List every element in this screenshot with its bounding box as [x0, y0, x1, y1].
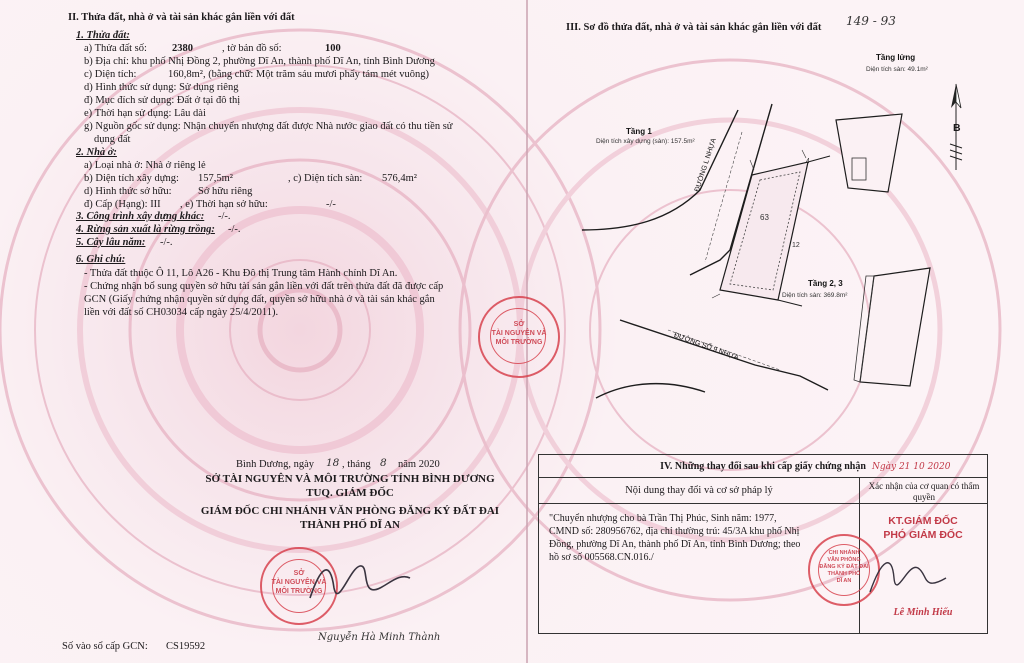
sign-org-2: TUQ. GIÁM ĐỐC [306, 487, 394, 499]
change-line: CMND số: 280956762, địa chỉ thường trú: 45/3A khu phố Nhị [549, 526, 800, 537]
house-floor-area-value: 576,4m² [382, 173, 417, 184]
house-type: a) Loại nhà ở: Nhà ở riêng lẻ [84, 160, 206, 171]
change-line: "Chuyển nhượng cho bà Trần Thị Phúc, Sinh năm: 1977, [549, 513, 777, 524]
section-3-title: III. Sơ đồ thửa đất, nhà ở và tài sản khác gắn liền với đất [566, 22, 822, 33]
signature-mark [300, 548, 420, 618]
floor1-title: Tầng 1 [626, 127, 652, 136]
house-ownership-value: Sở hữu riêng [198, 186, 253, 197]
land-use-form: d) Hình thức sử dụng: Sử dụng riêng [84, 82, 239, 93]
house-term-value: -/- [326, 199, 336, 210]
floor-top-area: Diện tích sàn: 49.1m² [866, 66, 928, 73]
land-use-term: e) Thời hạn sử dụng: Lâu dài [84, 108, 206, 119]
floor1-area: Diện tích xây dựng (sàn): 157.5m² [596, 138, 695, 145]
note-line: liền với đất số CH03034 cấp ngày 25/4/2011). [84, 307, 279, 318]
floor-top-title: Tầng lửng [876, 53, 916, 62]
confirm-signer: Lê Minh Hiếu [893, 607, 953, 618]
map-sheet-number: 100 [325, 43, 341, 54]
note-line: - Chứng nhận bổ sung quyền sở hữu tài sản gắn liền với đất trên thửa đất đã được cấp [84, 281, 444, 292]
road-label: ĐƯỜNG L NHỰA [693, 137, 718, 193]
map-sheet-label: , tờ bản đồ số: [222, 43, 282, 54]
sign-month-label: , tháng [342, 459, 371, 470]
house-term-label: , e) Thời hạn sở hữu: [180, 199, 268, 210]
plot-number: 12 [792, 242, 800, 249]
official-seal: SỞ TÀI NGUYÊN VÀ MÔI TRƯỜNG [478, 296, 560, 378]
note-line: - Thửa đất thuộc Ô 11, Lô A26 - Khu Đô thị Trung tâm Hành chính Dĩ An. [84, 268, 398, 279]
house-build-area-value: 157,5m² [198, 173, 233, 184]
floor23-area: Diện tích sàn: 369.8m² [782, 292, 848, 299]
confirm-title-1: KT.GIÁM ĐỐC [888, 515, 958, 527]
entry-number-value: CS19592 [166, 641, 206, 652]
forest-value: -/-. [228, 224, 241, 235]
forest-heading: 4. Rừng sản xuất là rừng trồng: [76, 224, 215, 235]
col-content-header: Nội dung thay đổi và cơ sở pháp lý [625, 485, 773, 496]
signer-name: Nguyễn Hà Minh Thành [318, 632, 441, 643]
land-origin-cont: dụng đất [94, 134, 131, 145]
confirm-title-2: PHÓ GIÁM ĐỐC [883, 529, 963, 541]
section-4-title: IV. Những thay đổi sau khi cấp giấy chứng nhận [660, 461, 866, 472]
house-build-area-label: b) Diện tích xây dựng: [84, 173, 179, 184]
handwritten-code: 149 - 93 [846, 14, 896, 28]
land-address: b) Địa chỉ: khu phố Nhị Đồng 2, phường Dĩ An, thành phố Dĩ An, tỉnh Bình Dương [84, 56, 435, 67]
entry-number-label: Số vào sổ cấp GCN: [62, 641, 148, 652]
note-line: GCN (Giấy chứng nhận quyền sử dụng đất, quyền sở hữu nhà ở và tài sản khác gắn [84, 294, 435, 305]
col-confirm-header: Xác nhận của cơ quan có thẩm quyền [868, 481, 980, 502]
sign-date-prefix: Bình Dương, ngày [236, 459, 315, 470]
plot-number: 4 [806, 158, 810, 165]
confirm-date: Ngày 21 10 2020 [872, 462, 951, 472]
house-heading: 2. Nhà ở: [76, 147, 117, 158]
land-heading: 1. Thửa đất: [76, 30, 130, 41]
official-seal: CHI NHÁNH VĂN PHÒNG ĐĂNG KÝ ĐẤT ĐAI THÀNH PHỐ DĨ AN [808, 534, 880, 606]
sign-day: 18 [326, 457, 340, 469]
land-origin: g) Nguồn gốc sử dụng: Nhận chuyển nhượng đất được Nhà nước giao đất có thu tiền sử [84, 121, 453, 132]
road-label: ĐƯỜNG SỐ 9 NHỰA [672, 331, 740, 362]
land-area-label: c) Diện tích: [84, 69, 137, 80]
change-line: Đồng, phường Dĩ An, thành phố Dĩ An, tỉnh Bình Dương; theo [549, 539, 801, 550]
notes-heading: 6. Ghi chú: [76, 254, 126, 265]
sign-org-4: THÀNH PHỐ DĨ AN [300, 519, 400, 531]
land-use-purpose: đ) Mục đích sử dụng: Đất ở tại đô thị [84, 95, 241, 106]
signature-mark [862, 548, 952, 608]
land-area-value: 160,8m², (bằng chữ: Một trăm sáu mươi phẩy tám mét vuông) [168, 69, 429, 80]
perennial-heading: 5. Cây lâu năm: [76, 237, 146, 248]
other-construction-value: -/-. [218, 211, 231, 222]
north-label: B [953, 122, 961, 134]
sign-month: 8 [380, 457, 387, 469]
other-construction-heading: 3. Công trình xây dựng khác: [76, 211, 205, 222]
change-line: hồ sơ số 005568.CN.016./ [549, 552, 654, 563]
official-seal: SỞ TÀI NGUYÊN VÀ MÔI TRƯỜNG [260, 547, 338, 625]
land-parcel-label: a) Thửa đất số: [84, 43, 147, 54]
plot-number: 63 [760, 213, 769, 222]
house-grade: đ) Cấp (Hạng): III [84, 199, 161, 210]
perennial-value: -/-. [160, 237, 173, 248]
site-plan [570, 80, 940, 410]
sign-org-3: GIÁM ĐỐC CHI NHÁNH VĂN PHÒNG ĐĂNG KÝ ĐẤT ĐAI [200, 505, 500, 517]
house-ownership-label: d) Hình thức sở hữu: [84, 186, 172, 197]
sign-org-1: SỞ TÀI NGUYÊN VÀ MÔI TRƯỜNG TỈNH BÌNH DƯƠNG [205, 473, 495, 485]
house-floor-area-label: , c) Diện tích sàn: [288, 173, 363, 184]
floor23-title: Tầng 2, 3 [808, 279, 843, 288]
sign-year: năm 2020 [398, 459, 440, 470]
section-2-title: II. Thửa đất, nhà ở và tài sản khác gắn liền với đất [68, 12, 295, 23]
land-parcel-number: 2380 [172, 43, 193, 54]
